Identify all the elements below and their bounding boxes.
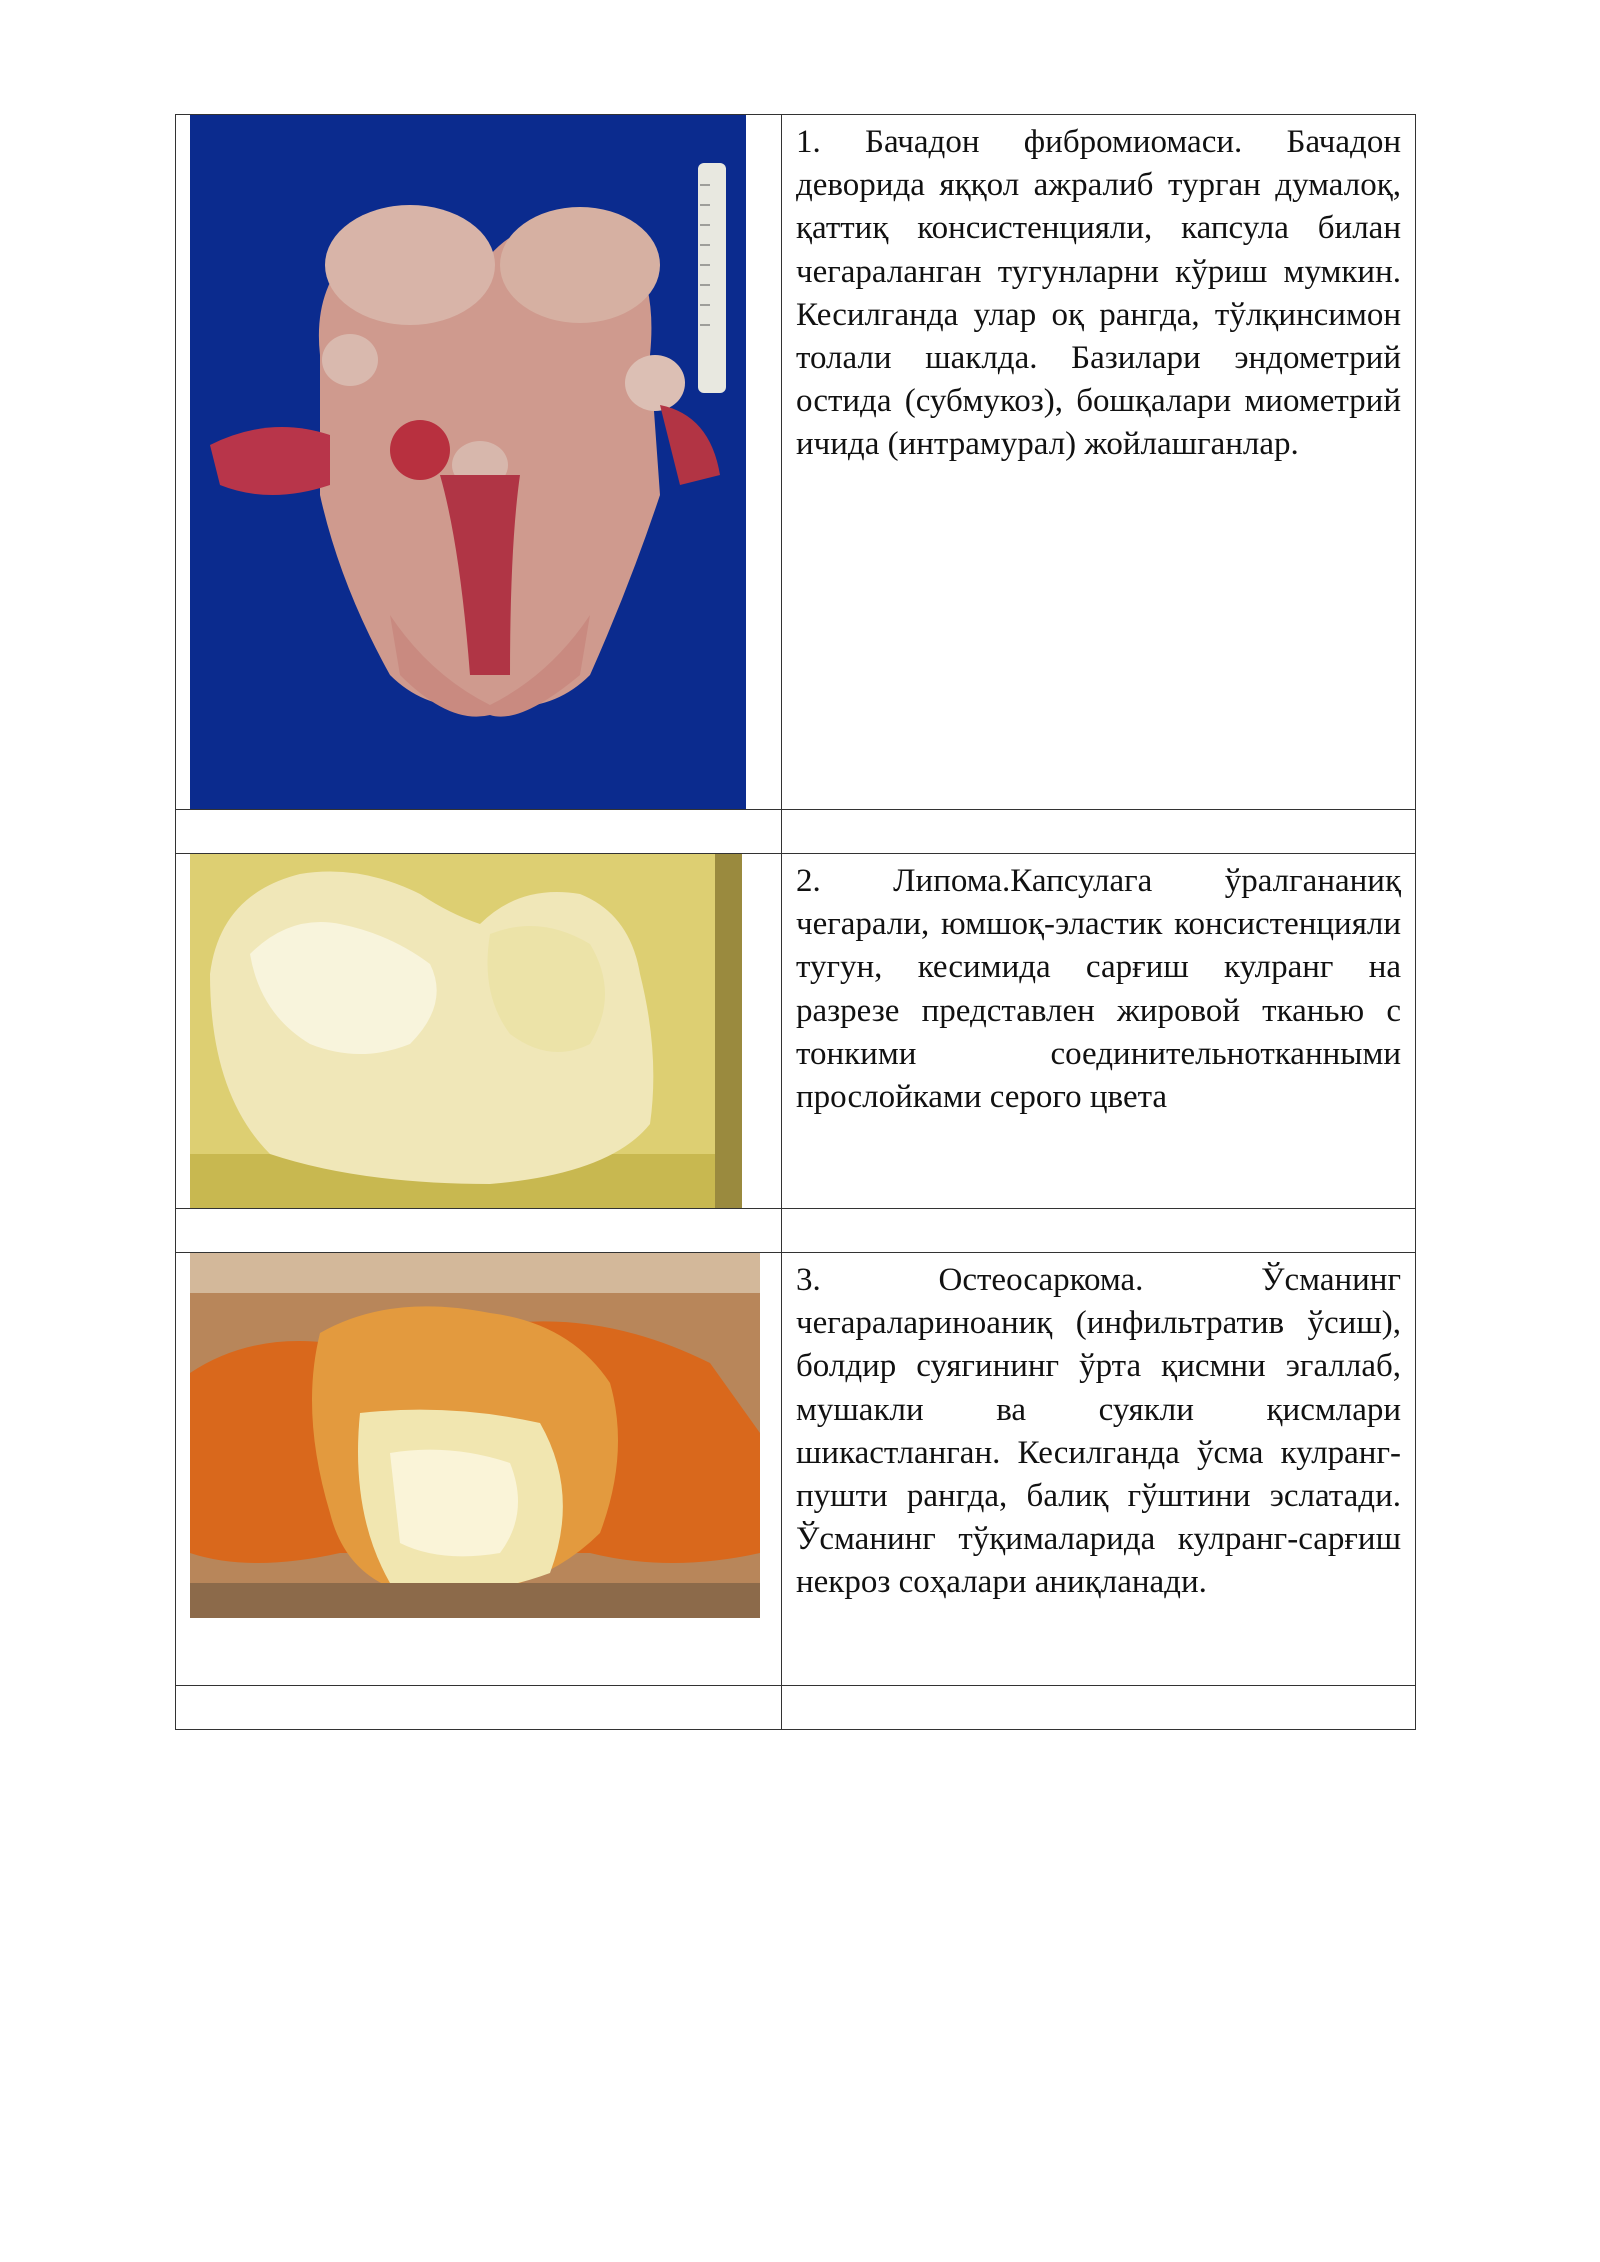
table-row xyxy=(176,810,1416,854)
table-row xyxy=(176,1686,1416,1730)
description-cell xyxy=(782,115,1416,810)
image-cell xyxy=(176,854,782,1209)
table-row xyxy=(176,1253,1416,1686)
description-cell xyxy=(782,854,1416,1209)
osteosarcoma-photo xyxy=(190,1253,760,1618)
lipoma-photo xyxy=(190,854,742,1208)
table-row xyxy=(176,115,1416,810)
table-row xyxy=(176,1209,1416,1253)
specimen-description: 3. Остеосаркома. Ўсманинг чегараларинoаниқ (инфильтратив ўсиш), болдир суягининг ўрта қисмни эгаллаб, мушакли ва суякли қисмлари шикастланган. Кесилганда ўсма кулранг-пушти рангда, балиқ гўштини эслатади. Ўсманинг тўқималарида кулранг-сарғиш некроз соҳалари аниқланади. xyxy=(796,1262,1401,1601)
specimen-description: 1. Бачадон фибромиомаси. Бачадон деворида яққол ажралиб турган думалоқ, қаттиқ консистенцияли, капсула билан чегараланган тугунларни кўриш мумкин. Кесилганда улар оқ рангда, тўлқинсимон толали шаклда. Базилари эндометрий остида (субмукоз), бошқалари миометрий ичида (интрамурал) жойлашганлар. xyxy=(796,124,1401,463)
table-row xyxy=(176,854,1416,1209)
image-cell xyxy=(176,115,782,810)
specimen-table xyxy=(175,114,1416,1730)
image-cell xyxy=(176,1253,782,1686)
specimen-description: 2. Липома.Капсулага ўралгананиқ чегарали, юмшоқ-эластик консистенцияли тугун, кесимида сарғиш кулранг на разрезе представлен жировой тканью с тонкими соединительнотканными прослойками серого цвета xyxy=(796,863,1401,1116)
description-cell xyxy=(782,1253,1416,1686)
uterine-fibromyoma-photo xyxy=(190,115,746,809)
